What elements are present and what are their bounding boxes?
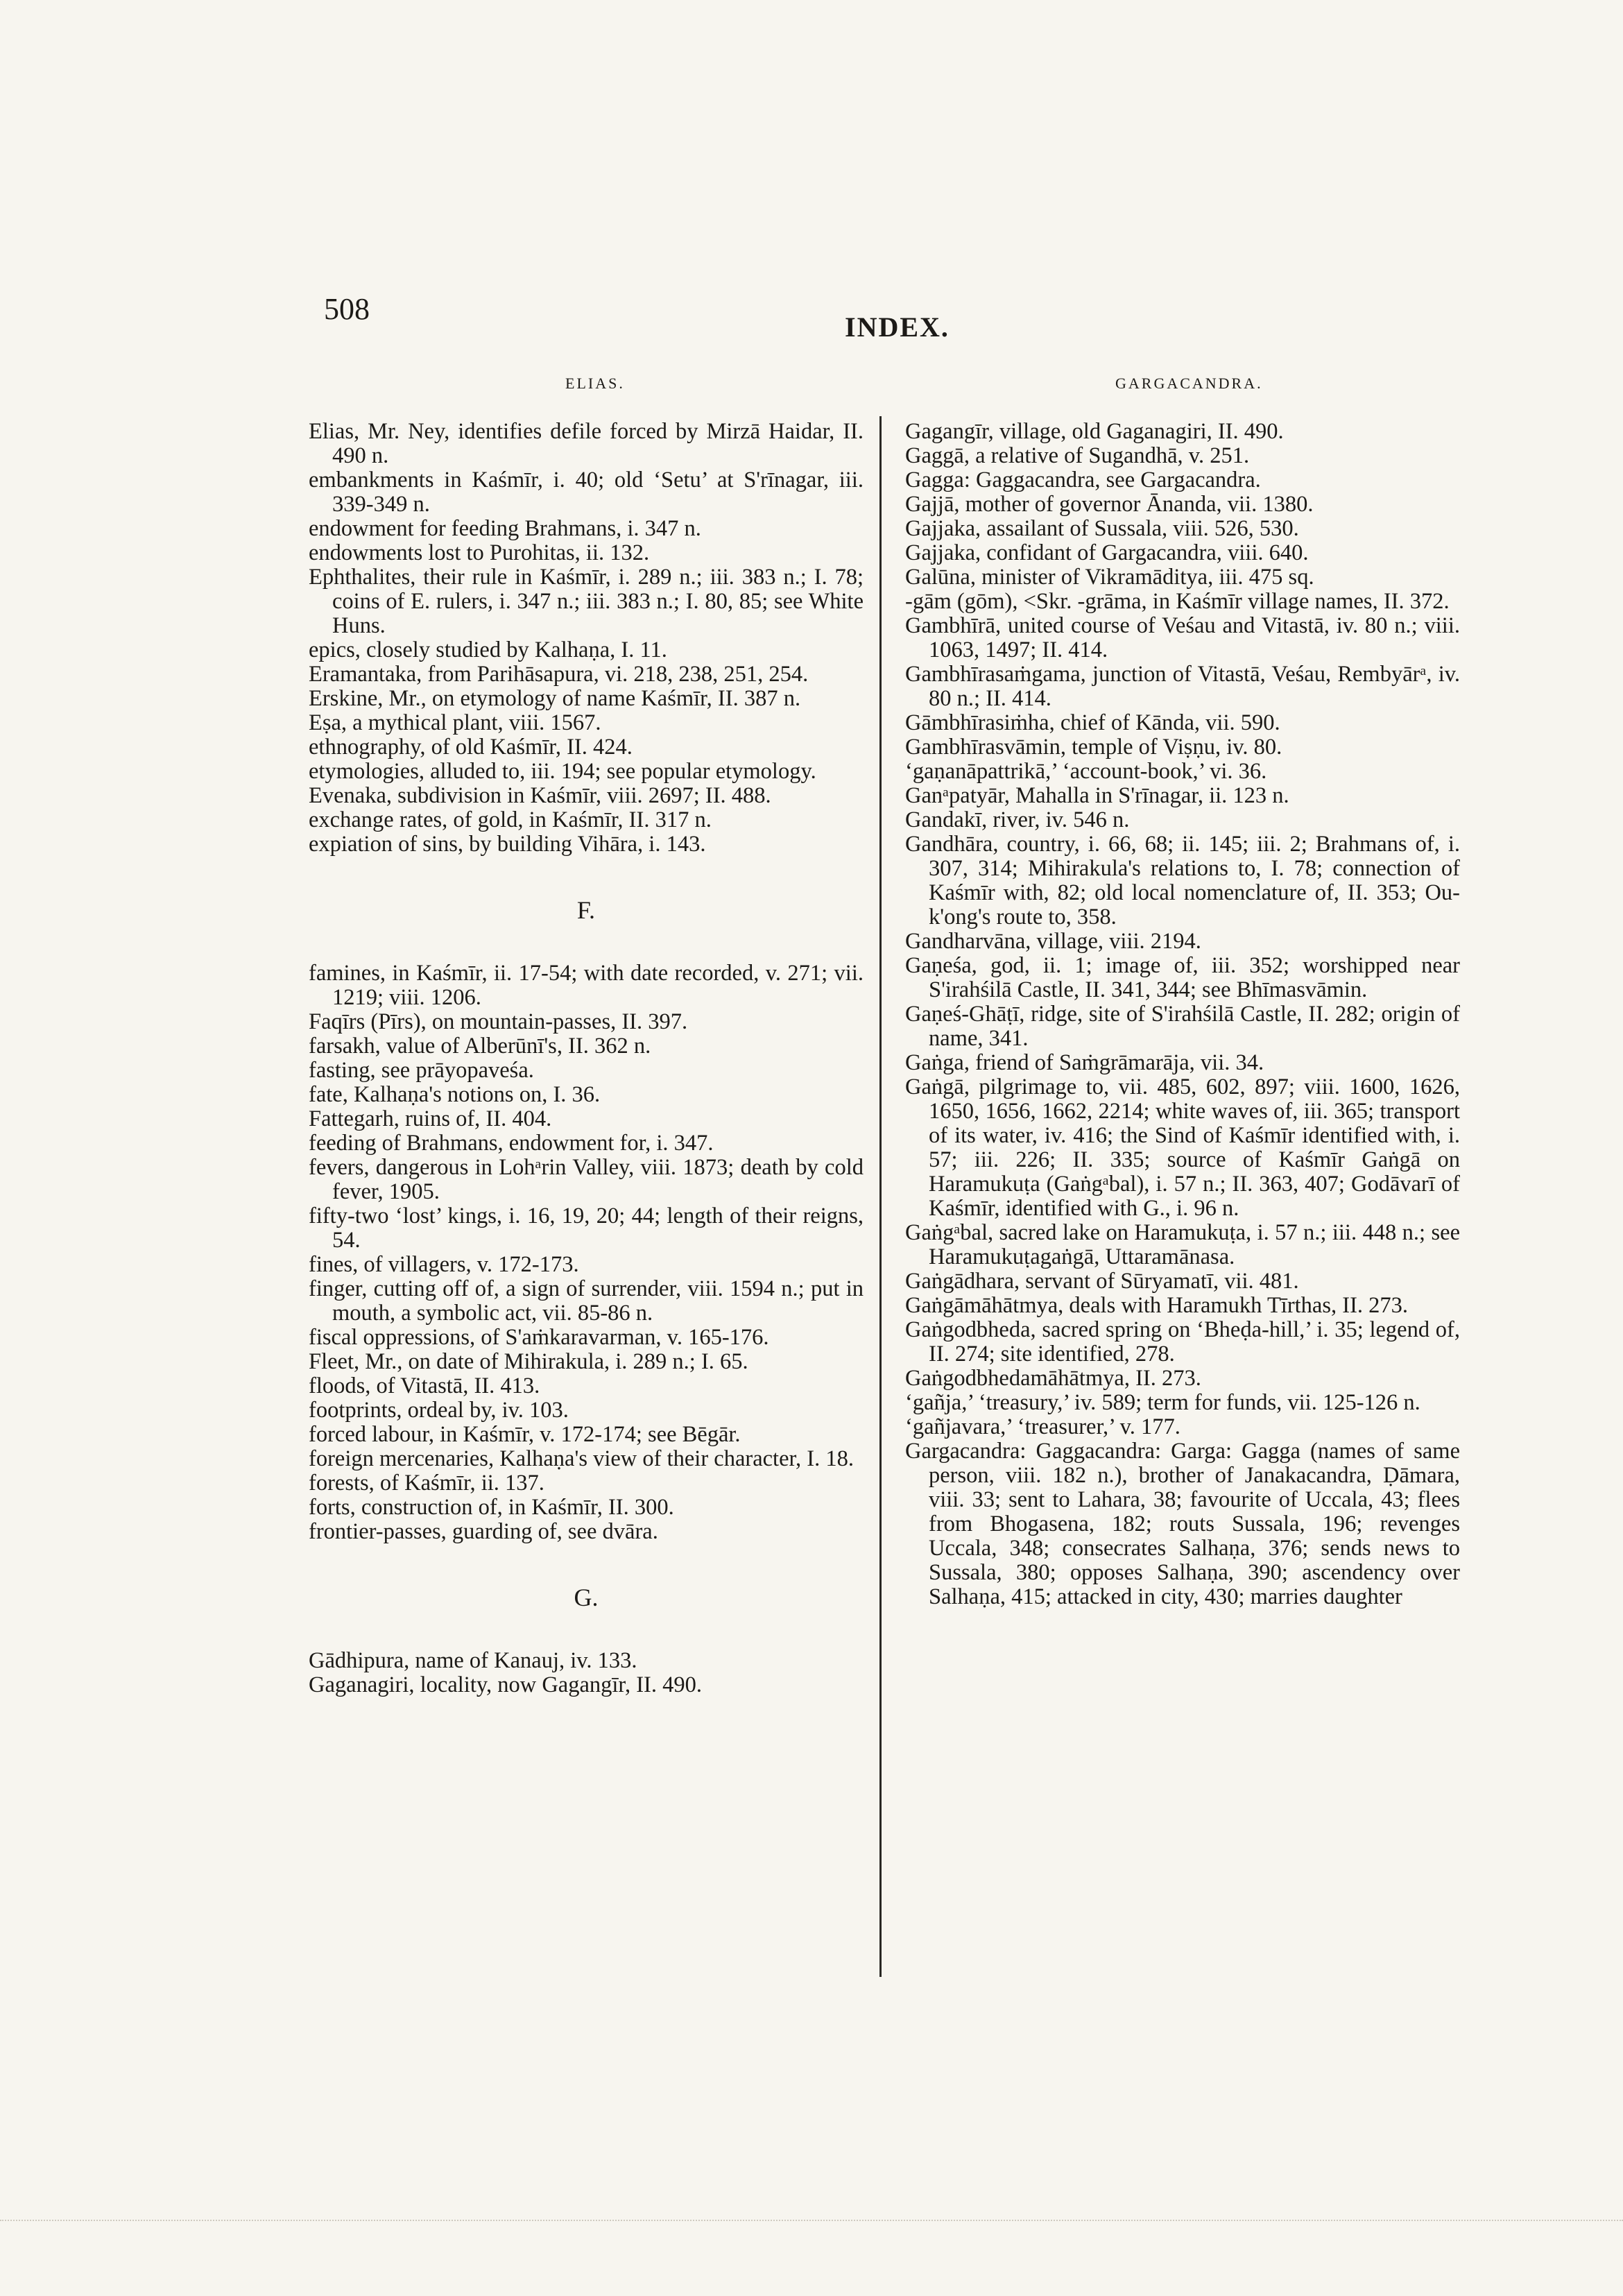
bottom-scan-noise: [0, 2220, 1623, 2222]
index-entry: Gaṇeśa, god, ii. 1; image of, iii. 352; worshipped near S'irahśilā Castle, II. 341, 344; see Bhīmasvāmin.: [905, 953, 1460, 1002]
index-entry: footprints, ordeal by, iv. 103.: [309, 1398, 569, 1423]
index-entry: Eramantaka, from Parihāsapura, vi. 218, 238, 251, 254.: [309, 662, 809, 687]
index-entry: Fleet, Mr., on date of Mihirakula, i. 289 n.; I. 65.: [309, 1349, 748, 1374]
index-entry: Gagangīr, village, old Gaganagiri, II. 490.: [905, 419, 1284, 444]
index-entry: farsakh, value of Alberūnī's, II. 362 n.: [309, 1034, 651, 1059]
index-entry: Gambhīrā, united course of Veśau and Vitastā, iv. 80 n.; viii. 1063, 1497; II. 414.: [905, 613, 1460, 662]
index-entry: Gaṅgᵃbal, sacred lake on Haramukuṭa, i. 57 n.; iii. 448 n.; see Haramukuṭagaṅgā, Uttaramānasa.: [905, 1220, 1460, 1269]
index-entry: Fattegarh, ruins of, II. 404.: [309, 1106, 552, 1131]
index-entry: fiscal oppressions, of S'aṁkaravarman, v. 165-176.: [309, 1325, 769, 1350]
index-entry: Erskine, Mr., on etymology of name Kaśmīr, II. 387 n.: [309, 686, 801, 711]
index-entry: ethnography, of old Kaśmīr, II. 424.: [309, 735, 633, 760]
index-entry: floods, of Vitastā, II. 413.: [309, 1373, 540, 1398]
index-entry: Gāmbhīrasiṁha, chief of Kānda, vii. 590.: [905, 710, 1280, 735]
index-entry: embankments in Kaśmīr, i. 40; old ‘Setu’ at S'rīnagar, iii. 339-349 n.: [309, 468, 864, 517]
section-letter: G.: [574, 1584, 599, 1611]
index-entry: ‘gañjavara,’ ‘treasurer,’ v. 177.: [905, 1414, 1180, 1439]
index-entry: ‘gañja,’ ‘treasury,’ iv. 589; term for funds, vii. 125-126 n.: [905, 1390, 1420, 1415]
index-entry: Gajjaka, assailant of Sussala, viii. 526, 530.: [905, 516, 1299, 541]
column-divider: [879, 416, 882, 1977]
index-entry: Faqīrs (Pīrs), on mountain-passes, II. 397.: [309, 1009, 688, 1034]
index-entry: Gajjā, mother of governor Ānanda, vii. 1380.: [905, 492, 1314, 517]
index-entry: Eṣa, a mythical plant, viii. 1567.: [309, 710, 601, 735]
index-entry: fasting, see prāyopaveśa.: [309, 1058, 534, 1083]
index-entry: fifty-two ‘lost’ kings, i. 16, 19, 20; 44; length of their reigns, 54.: [309, 1203, 864, 1253]
index-entry: feeding of Brahmans, endowment for, i. 347.: [309, 1131, 714, 1156]
index-entry: Galūna, minister of Vikramāditya, iii. 475 sq.: [905, 565, 1314, 590]
index-entry: -gām (gōm), <Skr. -grāma, in Kaśmīr village names, II. 372.: [905, 589, 1450, 614]
index-entry: fate, Kalhaṇa's notions on, I. 36.: [309, 1082, 601, 1107]
index-entry: Gaṅgodbhedamāhātmya, II. 273.: [905, 1366, 1201, 1391]
index-entry: foreign mercenaries, Kalhaṇa's view of their character, I. 18.: [309, 1446, 854, 1471]
index-entry: fines, of villagers, v. 172-173.: [309, 1252, 579, 1277]
index-entry: finger, cutting off of, a sign of surrender, viii. 1594 n.; put in mouth, a symbolic act, vii. 85-86 n.: [309, 1276, 864, 1326]
index-entry: forts, construction of, in Kaśmīr, II. 300.: [309, 1495, 674, 1520]
index-entry: Gaṅga, friend of Saṁgrāmarāja, vii. 34.: [905, 1050, 1264, 1075]
left-column: [309, 420, 864, 1697]
index-entry: exchange rates, of gold, in Kaśmīr, II. 317 n.: [309, 807, 712, 832]
index-entry: Gandharvāna, village, viii. 2194.: [905, 929, 1201, 954]
index-entry: endowment for feeding Brahmans, i. 347 n.: [309, 516, 701, 541]
index-entry: Gargacandra: Gaggacandra: Garga: Gagga (names of same person, viii. 182 n.), brother of Janakacandra, Ḍāmara, viii. 33; sent to Lahara, 38; favourite of Uccala, 43; flees from Bhogasena, 182; routs Sussala, 196; revenges Uccala, 348; consecrates Salhaṇa, 376; sends news to Sussala, 380; opposes Salhaṇa, 390; ascendency over Salhaṇa, 415; attacked in city, 430; marries daughter: [905, 1439, 1460, 1609]
section-letter: F.: [576, 896, 596, 924]
index-entry: Elias, Mr. Ney, identifies defile forced by Mirzā Haidar, II. 490 n.: [309, 419, 864, 468]
index-entry: Ephthalites, their rule in Kaśmīr, i. 289 n.; iii. 383 n.; I. 78; coins of E. rulers, i. 347 n.; iii. 383 n.; I. 80, 85; see White Huns.: [309, 565, 864, 638]
index-entry: frontier-passes, guarding of, see dvāra.: [309, 1519, 658, 1544]
index-entry: Ganᵃpatyār, Mahalla in S'rīnagar, ii. 123 n.: [905, 783, 1289, 808]
index-entry: Gandakī, river, iv. 546 n.: [905, 807, 1130, 832]
running-head-left: ELIAS.: [565, 375, 625, 392]
index-entry: Gandhāra, country, i. 66, 68; ii. 145; iii. 2; Brahmans of, i. 307, 314; Mihirakula's relations to, I. 78; connection of Kaśmīr with, 82; old local nomenclature of, II. 353; Ou-k'ong's route to, 358.: [905, 832, 1460, 929]
index-entry: forests, of Kaśmīr, ii. 137.: [309, 1471, 544, 1496]
page-number: 508: [324, 292, 370, 326]
page-title: INDEX.: [845, 311, 950, 343]
index-entry: Gambhīrasvāmin, temple of Viṣṇu, iv. 80.: [905, 735, 1282, 760]
index-entry: fevers, dangerous in Lohᵃrin Valley, viii. 1873; death by cold fever, 1905.: [309, 1155, 864, 1204]
index-entry: Gādhipura, name of Kanauj, iv. 133.: [309, 1648, 637, 1673]
index-entry: epics, closely studied by Kalhaṇa, I. 11.: [309, 637, 667, 662]
index-entry: forced labour, in Kaśmīr, v. 172-174; see Bēgār.: [309, 1422, 741, 1447]
index-entry: Gambhīrasaṁgama, junction of Vitastā, Veśau, Rembyārᵃ, iv. 80 n.; II. 414.: [905, 662, 1460, 711]
index-entry: etymologies, alluded to, iii. 194; see popular etymology.: [309, 759, 816, 784]
index-entry: Gaṅgodbheda, sacred spring on ‘Bheḍa-hill,’ i. 35; legend of, II. 274; site identified, 278.: [905, 1317, 1460, 1367]
index-entry: Gaṅgāmāhātmya, deals with Haramukh Tīrthas, II. 273.: [905, 1293, 1409, 1318]
index-entry: Gagga: Gaggacandra, see Gargacandra.: [905, 468, 1261, 492]
index-entry: Gaggā, a relative of Sugandhā, v. 251.: [905, 443, 1250, 468]
index-entry: Gaṅgādhara, servant of Sūryamatī, vii. 481.: [905, 1269, 1299, 1294]
index-entry: ‘gaṇanāpattrikā,’ ‘account-book,’ vi. 36.: [905, 759, 1267, 784]
index-entry: famines, in Kaśmīr, ii. 17-54; with date recorded, v. 271; vii. 1219; viii. 1206.: [309, 961, 864, 1010]
index-entry: Gaganagiri, locality, now Gagangīr, II. 490.: [309, 1672, 702, 1697]
right-column: [905, 420, 1460, 1609]
index-entry: Evenaka, subdivision in Kaśmīr, viii. 2697; II. 488.: [309, 783, 771, 808]
index-entry: endowments lost to Purohitas, ii. 132.: [309, 540, 650, 565]
index-entry: Gaṇeś-Ghāṭī, ridge, site of S'irahśilā Castle, II. 282; origin of name, 341.: [905, 1002, 1460, 1051]
index-entry: expiation of sins, by building Vihāra, i. 143.: [309, 832, 706, 857]
running-head-right: GARGACANDRA.: [1115, 375, 1263, 392]
index-entry: Gaṅgā, pilgrimage to, vii. 485, 602, 897; viii. 1600, 1626, 1650, 1656, 1662, 2214; white waves of, iii. 365; transport of its water, iv. 416; the Sind of Kaśmīr identified with, i. 57; iii. 226; II. 335; source of Kaśmīr Gaṅgā on Haramukuṭa (Gaṅgᵃbal), i. 57 n.; II. 363, 407; Godāvarī of Kaśmīr, identified with G., i. 96 n.: [905, 1074, 1460, 1221]
index-entry: Gajjaka, confidant of Gargacandra, viii. 640.: [905, 540, 1309, 565]
